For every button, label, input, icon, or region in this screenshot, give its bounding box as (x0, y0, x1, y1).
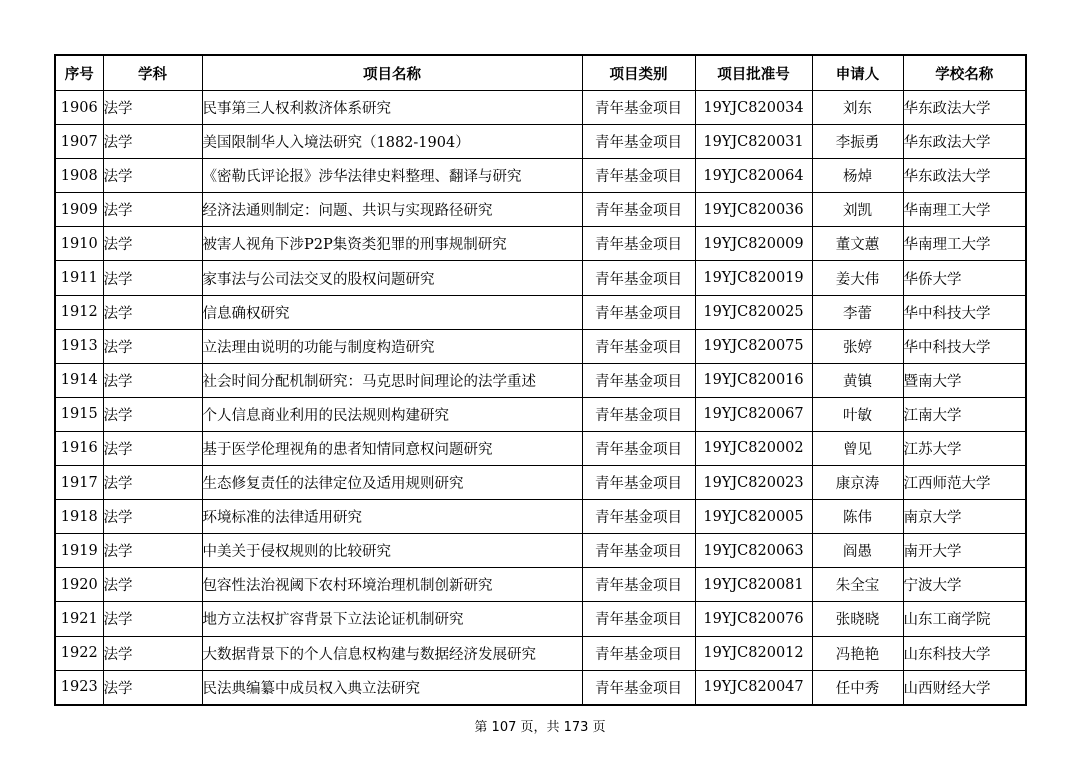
cell-project-type: 青年基金项目 (582, 91, 695, 125)
cell-project-name: 大数据背景下的个人信息权构建与数据经济发展研究 (202, 636, 582, 670)
cell-approval-no: 19YJC820019 (695, 261, 812, 295)
cell-project-type: 青年基金项目 (582, 295, 695, 329)
cell-subject: 法学 (103, 125, 202, 159)
cell-approval-no: 19YJC820005 (695, 500, 812, 534)
cell-subject: 法学 (103, 363, 202, 397)
cell-project-name: 美国限制华人入境法研究（1882-1904） (202, 125, 582, 159)
cell-project-type: 青年基金项目 (582, 534, 695, 568)
cell-project-name: 环境标准的法律适用研究 (202, 500, 582, 534)
cell-approval-no: 19YJC820075 (695, 329, 812, 363)
table-row (55, 431, 1026, 465)
cell-school: 南开大学 (903, 534, 1026, 568)
cell-school: 华东政法大学 (903, 159, 1026, 193)
cell-seq: 1912 (55, 295, 103, 329)
cell-approval-no: 19YJC820064 (695, 159, 812, 193)
cell-applicant: 曾见 (812, 431, 903, 465)
cell-subject: 法学 (103, 500, 202, 534)
cell-school: 山西财经大学 (903, 670, 1026, 705)
cell-subject: 法学 (103, 568, 202, 602)
cell-approval-no: 19YJC820076 (695, 602, 812, 636)
cell-applicant: 康京涛 (812, 466, 903, 500)
cell-applicant: 黄镇 (812, 363, 903, 397)
cell-project-name: 被害人视角下涉P2P集资类犯罪的刑事规制研究 (202, 227, 582, 261)
header-school: 学校名称 (903, 55, 1026, 91)
cell-seq: 1915 (55, 397, 103, 431)
table-row (55, 397, 1026, 431)
table-row (55, 500, 1026, 534)
cell-school: 江苏大学 (903, 431, 1026, 465)
table-header-row (55, 55, 1026, 91)
table-row (55, 534, 1026, 568)
cell-project-name: 民法典编纂中成员权入典立法研究 (202, 670, 582, 705)
cell-approval-no: 19YJC820025 (695, 295, 812, 329)
cell-project-type: 青年基金项目 (582, 397, 695, 431)
cell-school: 江南大学 (903, 397, 1026, 431)
table-row (55, 159, 1026, 193)
cell-applicant: 朱全宝 (812, 568, 903, 602)
cell-project-type: 青年基金项目 (582, 602, 695, 636)
cell-project-name: 包容性法治视阈下农村环境治理机制创新研究 (202, 568, 582, 602)
cell-project-name: 经济法通则制定：问题、共识与实现路径研究 (202, 193, 582, 227)
cell-project-type: 青年基金项目 (582, 568, 695, 602)
cell-subject: 法学 (103, 193, 202, 227)
cell-seq: 1917 (55, 466, 103, 500)
cell-applicant: 阎愚 (812, 534, 903, 568)
cell-school: 暨南大学 (903, 363, 1026, 397)
cell-subject: 法学 (103, 295, 202, 329)
cell-seq: 1911 (55, 261, 103, 295)
cell-project-name: 中美关于侵权规则的比较研究 (202, 534, 582, 568)
table-row (55, 568, 1026, 602)
cell-project-name: 家事法与公司法交叉的股权问题研究 (202, 261, 582, 295)
cell-school: 山东工商学院 (903, 602, 1026, 636)
cell-project-type: 青年基金项目 (582, 466, 695, 500)
cell-applicant: 陈伟 (812, 500, 903, 534)
cell-project-type: 青年基金项目 (582, 329, 695, 363)
cell-seq: 1921 (55, 602, 103, 636)
cell-subject: 法学 (103, 602, 202, 636)
cell-seq: 1922 (55, 636, 103, 670)
cell-seq: 1907 (55, 125, 103, 159)
cell-approval-no: 19YJC820002 (695, 431, 812, 465)
table-row (55, 193, 1026, 227)
project-table (54, 54, 1027, 706)
cell-project-name: 个人信息商业利用的民法规则构建研究 (202, 397, 582, 431)
cell-approval-no: 19YJC820023 (695, 466, 812, 500)
cell-project-name: 生态修复责任的法律定位及适用规则研究 (202, 466, 582, 500)
cell-subject: 法学 (103, 636, 202, 670)
cell-applicant: 李蕾 (812, 295, 903, 329)
cell-project-name: 《密勒氏评论报》涉华法律史料整理、翻译与研究 (202, 159, 582, 193)
cell-school: 华东政法大学 (903, 125, 1026, 159)
cell-applicant: 冯艳艳 (812, 636, 903, 670)
table-row (55, 227, 1026, 261)
cell-subject: 法学 (103, 466, 202, 500)
cell-approval-no: 19YJC820081 (695, 568, 812, 602)
table-row (55, 363, 1026, 397)
header-project-name: 项目名称 (202, 55, 582, 91)
table-row (55, 636, 1026, 670)
cell-project-name: 民事第三人权利救济体系研究 (202, 91, 582, 125)
cell-school: 华中科技大学 (903, 329, 1026, 363)
cell-applicant: 李振勇 (812, 125, 903, 159)
cell-subject: 法学 (103, 227, 202, 261)
cell-approval-no: 19YJC820012 (695, 636, 812, 670)
cell-project-type: 青年基金项目 (582, 261, 695, 295)
table-body (55, 91, 1026, 705)
cell-project-name: 地方立法权扩容背景下立法论证机制研究 (202, 602, 582, 636)
cell-school: 南京大学 (903, 500, 1026, 534)
cell-subject: 法学 (103, 261, 202, 295)
cell-applicant: 张婷 (812, 329, 903, 363)
cell-school: 华南理工大学 (903, 227, 1026, 261)
cell-subject: 法学 (103, 397, 202, 431)
cell-project-type: 青年基金项目 (582, 125, 695, 159)
cell-seq: 1920 (55, 568, 103, 602)
table-row (55, 670, 1026, 705)
cell-subject: 法学 (103, 159, 202, 193)
cell-approval-no: 19YJC820031 (695, 125, 812, 159)
cell-school: 华中科技大学 (903, 295, 1026, 329)
cell-school: 华侨大学 (903, 261, 1026, 295)
cell-project-type: 青年基金项目 (582, 636, 695, 670)
cell-project-type: 青年基金项目 (582, 193, 695, 227)
cell-subject: 法学 (103, 670, 202, 705)
cell-seq: 1908 (55, 159, 103, 193)
cell-seq: 1906 (55, 91, 103, 125)
cell-school: 江西师范大学 (903, 466, 1026, 500)
cell-school: 宁波大学 (903, 568, 1026, 602)
cell-applicant: 杨焯 (812, 159, 903, 193)
header-project-type: 项目类别 (582, 55, 695, 91)
cell-project-type: 青年基金项目 (582, 431, 695, 465)
cell-project-type: 青年基金项目 (582, 159, 695, 193)
cell-subject: 法学 (103, 534, 202, 568)
cell-approval-no: 19YJC820034 (695, 91, 812, 125)
cell-applicant: 董文蕙 (812, 227, 903, 261)
table-row (55, 125, 1026, 159)
cell-approval-no: 19YJC820047 (695, 670, 812, 705)
cell-approval-no: 19YJC820009 (695, 227, 812, 261)
cell-approval-no: 19YJC820016 (695, 363, 812, 397)
cell-seq: 1918 (55, 500, 103, 534)
cell-project-name: 信息确权研究 (202, 295, 582, 329)
table-row (55, 602, 1026, 636)
cell-seq: 1914 (55, 363, 103, 397)
cell-seq: 1919 (55, 534, 103, 568)
cell-approval-no: 19YJC820067 (695, 397, 812, 431)
cell-approval-no: 19YJC820063 (695, 534, 812, 568)
header-applicant: 申请人 (812, 55, 903, 91)
cell-applicant: 刘凯 (812, 193, 903, 227)
cell-seq: 1916 (55, 431, 103, 465)
table-row (55, 466, 1026, 500)
page-footer (0, 716, 1080, 735)
cell-school: 华南理工大学 (903, 193, 1026, 227)
cell-school: 华东政法大学 (903, 91, 1026, 125)
cell-applicant: 姜大伟 (812, 261, 903, 295)
table-row (55, 91, 1026, 125)
cell-seq: 1910 (55, 227, 103, 261)
cell-project-type: 青年基金项目 (582, 670, 695, 705)
page-number-text: 第 107 页，共 173 页 (474, 720, 606, 735)
cell-subject: 法学 (103, 431, 202, 465)
cell-project-name: 基于医学伦理视角的患者知情同意权问题研究 (202, 431, 582, 465)
cell-school: 山东科技大学 (903, 636, 1026, 670)
table-row (55, 261, 1026, 295)
cell-subject: 法学 (103, 329, 202, 363)
table-row (55, 295, 1026, 329)
cell-project-type: 青年基金项目 (582, 363, 695, 397)
cell-project-type: 青年基金项目 (582, 227, 695, 261)
cell-applicant: 张晓晓 (812, 602, 903, 636)
cell-seq: 1913 (55, 329, 103, 363)
cell-project-name: 社会时间分配机制研究：马克思时间理论的法学重述 (202, 363, 582, 397)
header-approval-no: 项目批准号 (695, 55, 812, 91)
table-row (55, 329, 1026, 363)
cell-project-name: 立法理由说明的功能与制度构造研究 (202, 329, 582, 363)
cell-subject: 法学 (103, 91, 202, 125)
header-subject: 学科 (103, 55, 202, 91)
cell-seq: 1909 (55, 193, 103, 227)
cell-applicant: 刘东 (812, 91, 903, 125)
cell-seq: 1923 (55, 670, 103, 705)
cell-approval-no: 19YJC820036 (695, 193, 812, 227)
cell-applicant: 任中秀 (812, 670, 903, 705)
cell-project-type: 青年基金项目 (582, 500, 695, 534)
cell-applicant: 叶敏 (812, 397, 903, 431)
header-seq: 序号 (55, 55, 103, 91)
